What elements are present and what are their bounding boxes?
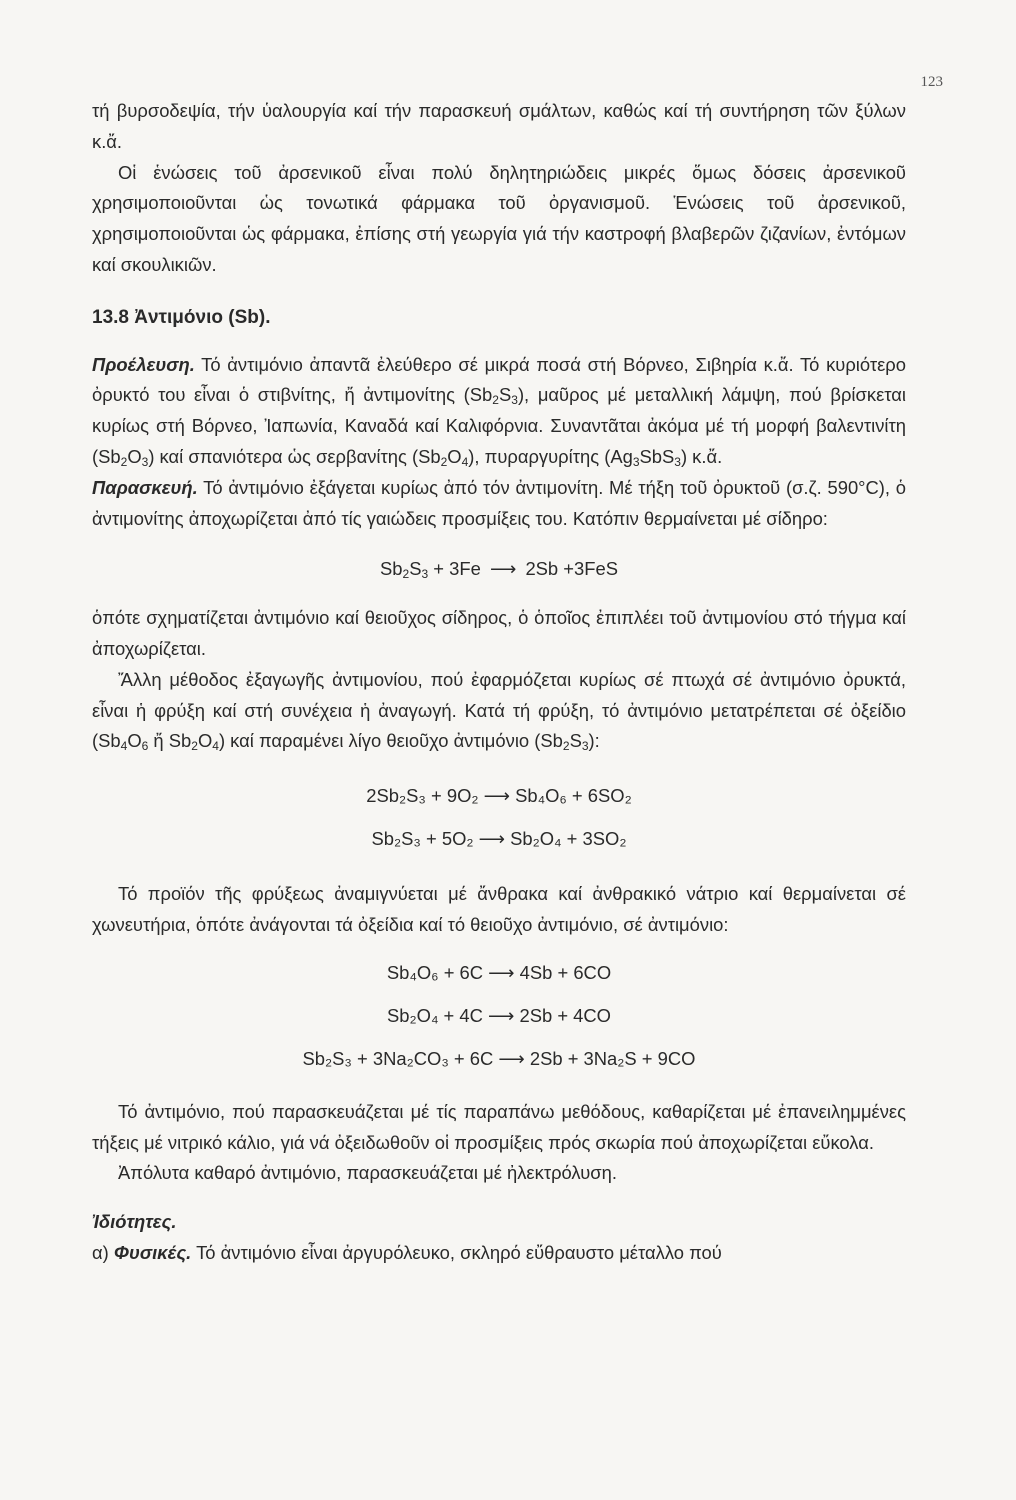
subscript: 2: [492, 393, 499, 408]
subscript: 4: [120, 739, 128, 754]
paragraph-apolyta: Ἀπόλυτα καθαρό ἀντιμόνιο, παρασκευάζεται μέ ἠλεκτρόλυση.: [118, 1162, 617, 1184]
paragraph-fysikes: [92, 1238, 906, 1269]
subscript: 2: [120, 454, 128, 469]
label-fysikes: Φυσικές.: [113, 1241, 192, 1263]
text-run: ), μαῦρος μέ μεταλλική λάμψη, πού βρίσκεται κυρίως στή Βόρνεο, Ἰαπωνία, Καναδά καί Καλιφόρνια. Συναντᾶται ἀκόμα μέ τή μορφή βαλεντινίτη (Sb: [92, 384, 906, 467]
label-proeleusi: Προέλευση.: [92, 353, 195, 375]
subscript: 4: [461, 454, 469, 469]
equation-5: Sb₂O₄ + 4C ⟶ 2Sb + 4CO: [387, 1005, 611, 1027]
paragraph-tanning: τή βυρσοδεψία, τήν ὑαλουργία καί τήν παρασκευή σμάλτων, καθώς καί τή συντήρηση τῶν ξύλων κ.ἄ.: [92, 100, 906, 152]
subscript: 4: [212, 739, 219, 754]
subscript: 3: [581, 739, 589, 754]
subscript: 3: [511, 393, 518, 408]
text-run: O: [127, 730, 142, 752]
subscript: 2: [562, 739, 570, 754]
paragraph-paraskevi: [92, 473, 906, 535]
text-run: Ἄλλη μέθοδος ἐξαγωγῆς ἀντιμονίου, πού ἐφαρμόζεται κυρίως σέ πτωχά σέ ἀντιμόνιο ὀρυκτά, εἶναι ἡ φρύξη καί στή συνέχεια ἡ ἀναγωγή. Κατά τή φρύξη, τό ἀντιμόνιο μετατρέπεται σέ ὀξείδιο (Sb: [92, 668, 906, 752]
text-run: O: [197, 730, 213, 752]
paragraph-katharizetai: Τό ἀντιμόνιο, πού παρασκευάζεται μέ τίς παραπάνω μεθόδους, καθαρίζεται μέ ἐπανειλημμένες τήξεις μέ νιτρικό κάλιο, γιά νά ὀξειδωθοῦν οἱ προσμίξεις πρός σκωρία πού ἀποχωρίζεται εὔκολα.: [92, 1100, 906, 1153]
section-title: 13.8 Ἀντιμόνιο (Sb).: [92, 306, 271, 328]
equation-6: Sb₂S₃ + 3Na₂CO₃ + 6C ⟶ 2Sb + 3Na₂S + 9CO: [302, 1047, 696, 1069]
text-run: Τό ἀντιμόνιο ἐξάγεται κυρίως ἀπό τόν ἀντιμονίτη. Μέ τήξη τοῦ ὀρυκτοῦ (σ.ζ. 590°C), ὁ ἀντιμονίτης ἀποχωρίζεται ἀπό τίς γαιώδεις προσμίξεις του. Κατόπιν θερμαίνεται μέ σίδηρο:: [92, 476, 906, 529]
subscript: 3: [632, 454, 640, 469]
text-run: SbS: [639, 445, 675, 467]
text-run: Τό ἀντιμόνιο εἶναι ἀργυρόλευκο, σκληρό εὔθραυστο μέταλλο πού: [191, 1241, 722, 1263]
page-number: 123: [920, 74, 943, 90]
heading-idiotites: Ἰδιότητες.: [92, 1211, 177, 1233]
eq-term: Sb: [380, 558, 403, 580]
subscript: 2: [440, 454, 448, 469]
subscript: 2: [191, 739, 198, 754]
list-marker: α): [92, 1241, 114, 1263]
text-run: ) καί σπανιότερα ὡς σερβανίτης (Sb: [148, 445, 441, 467]
text-run: Τό ἀντιμόνιο ἀπαντᾶ ἐλεύθερο σέ μικρά ποσά στή Βόρνεο, Σιβηρία κ.ἄ. Τό κυριότερο ὀρυκτό του εἶναι ὁ στιβνίτης, ἤ ἀντιμονίτης (Sb: [92, 353, 906, 406]
paragraph-proion: Τό προϊόν τῆς φρύξεως ἀναμιγνύεται μέ ἄνθρακα καί ἀνθρακικό νάτριο καί θερμαίνεται σέ χωνευτήρια, ὁπότε ἀνάγονται τά ὀξείδια καί τό θειοῦχο ἀντιμόνιο, σέ ἀντιμόνιο:: [92, 882, 906, 935]
text-run: S: [569, 730, 582, 752]
equation-4: Sb₄O₆ + 6C ⟶ 4Sb + 6CO: [386, 962, 612, 984]
eq-term: 2Sb +3FeS: [520, 558, 618, 580]
equation-1: [92, 554, 906, 585]
label-paraskevi: Παρασκευή.: [92, 476, 198, 498]
subscript: 6: [141, 739, 149, 754]
paragraph-allh-methodos: [92, 665, 906, 757]
text-run: ) κ.ἄ.: [680, 445, 723, 467]
subscript: 3: [141, 454, 149, 469]
subscript: 3: [674, 454, 681, 469]
eq-term: S: [409, 558, 422, 580]
text-run: ):: [588, 730, 600, 752]
equation-3: Sb₂S₃ + 5O₂ ⟶ Sb₂O₄ + 3SO₂: [371, 827, 627, 849]
text-run: O: [127, 445, 142, 467]
equation-2: 2Sb₂S₃ + 9O₂ ⟶ Sb₄O₆ + 6SO₂: [366, 785, 632, 807]
subscript: 2: [402, 567, 410, 582]
eq-term: + 3Fe: [428, 558, 486, 580]
paragraph-proeleusi: [92, 350, 906, 473]
reaction-arrow: ⟶: [489, 558, 517, 580]
text-run: ), πυραργυρίτης (Ag: [468, 445, 633, 467]
page-content: [92, 96, 906, 1269]
paragraph-arsenic-compounds: Οἱ ἑνώσεις τοῦ ἀρσενικοῦ εἶναι πολύ δηλητηριώδεις μικρές ὅμως δόσεις ἀρσενικοῦ χρησιμοποιοῦνται ὡς τονωτικά φάρμακα τοῦ ὀργανισμοῦ. Ἑνώσεις τοῦ ἀρσενικοῦ, χρησιμοποιοῦνται ὡς φάρμακα, ἐπίσης στή γεωργία γιά τήν καστροφή βλαβερῶν ζιζανίων, ἐντόμων καί σκουλικιῶν.: [92, 161, 906, 275]
subscript: 3: [421, 567, 429, 582]
paragraph-after-eq1: ὁπότε σχηματίζεται ἀντιμόνιο καί θειοῦχος σίδηρος, ὁ ὁποῖος ἐπιπλέει τοῦ ἀντιμονίου στό τήγμα καί ἀποχωρίζεται.: [92, 607, 906, 659]
text-run: O: [447, 445, 462, 467]
text-run: S: [498, 384, 512, 406]
text-run: ἤ Sb: [148, 730, 192, 752]
text-run: ) καί παραμένει λίγο θειοῦχο ἀντιμόνιο (Sb: [218, 730, 563, 752]
